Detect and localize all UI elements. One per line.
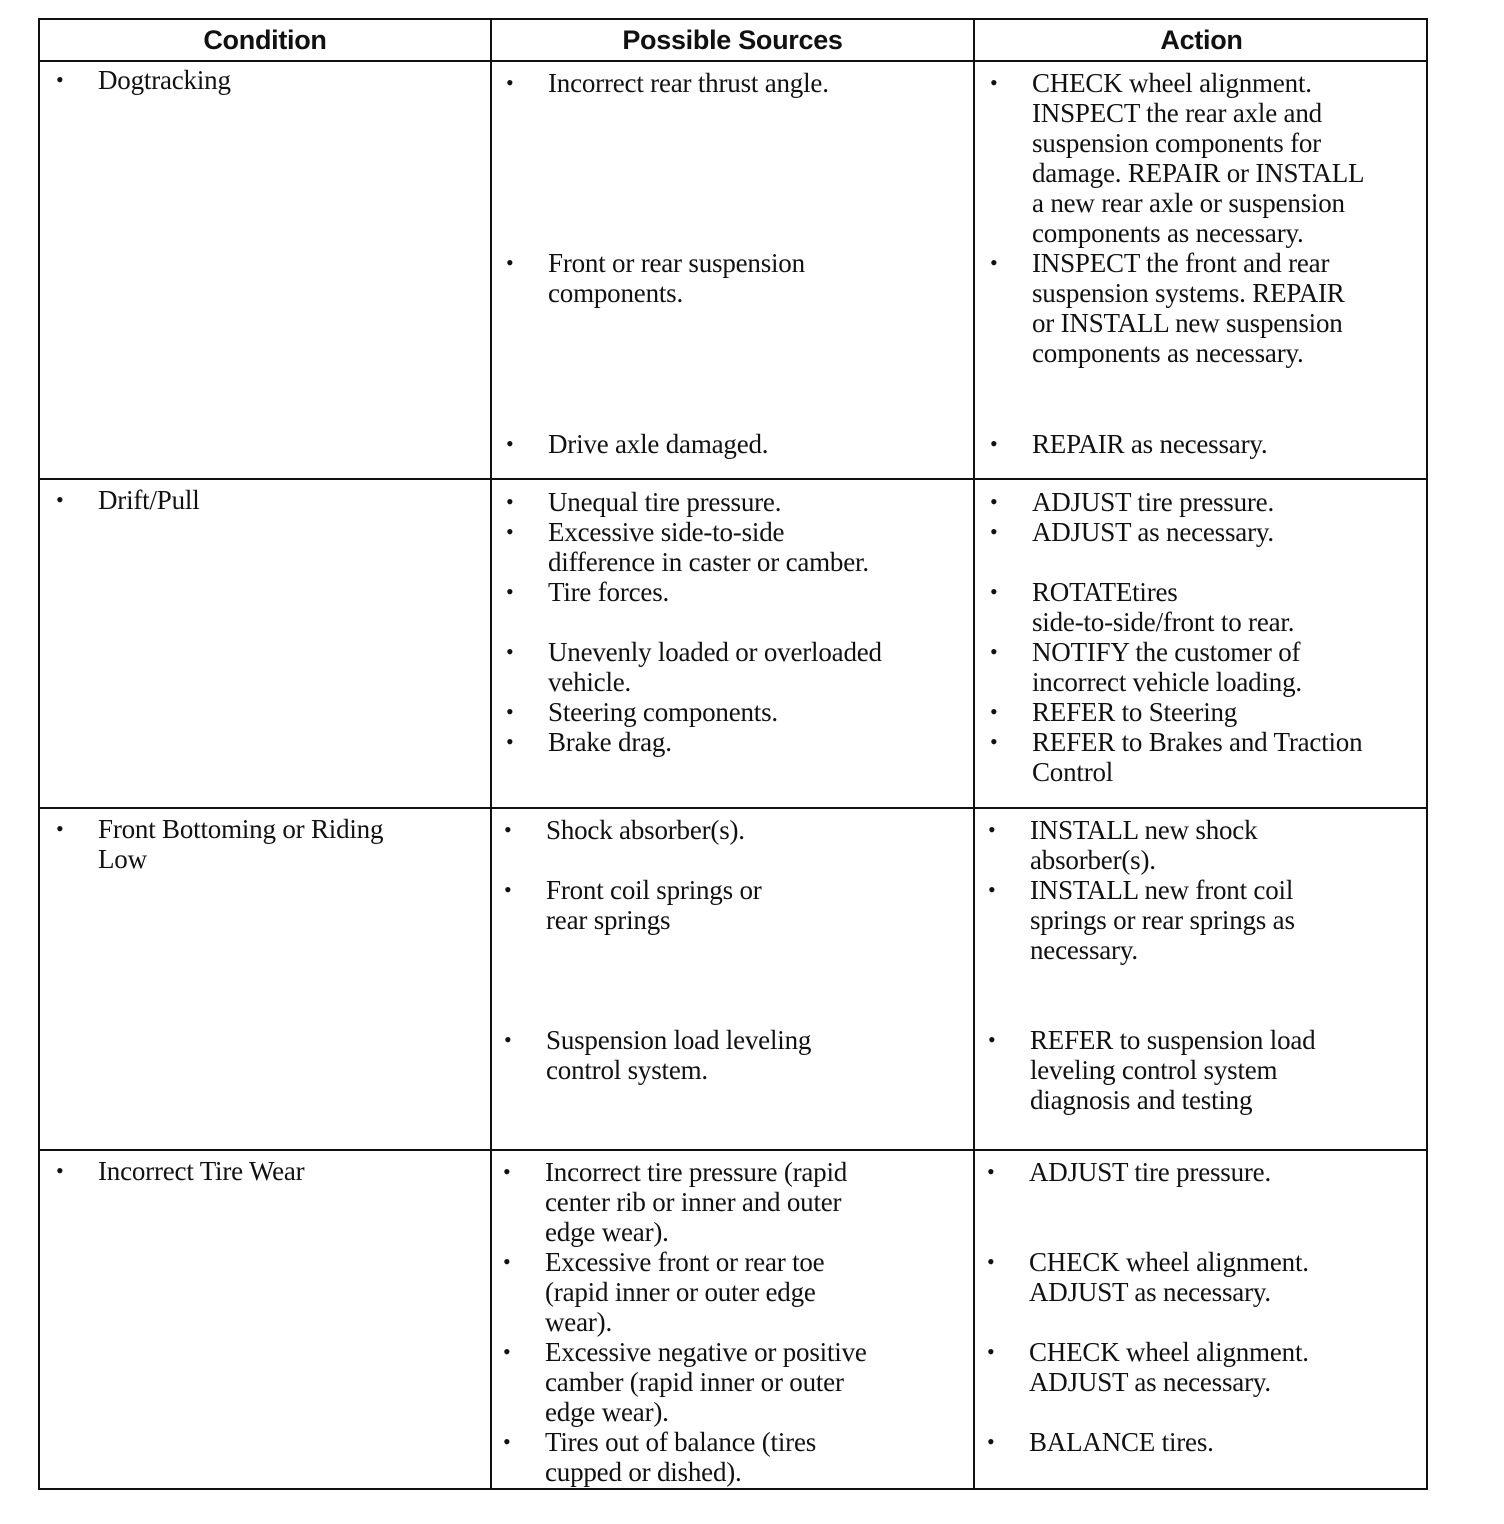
action-text: REFER to Steering (1032, 697, 1238, 727)
bullet-icon: • (503, 1249, 511, 1274)
bullet-icon: • (988, 877, 996, 902)
source-text: Steering components. (548, 697, 778, 727)
bullet-icon: • (990, 70, 998, 95)
header-divider (40, 60, 1426, 62)
source-text: Tires out of balance (tires cupped or dished). (545, 1427, 817, 1487)
header-condition: Condition (203, 24, 327, 55)
header-action: Action (1160, 24, 1243, 55)
bullet-icon: • (506, 729, 514, 754)
source-text: Tire forces. (548, 577, 670, 607)
bullet-icon: • (987, 1249, 995, 1274)
source-text: Brake drag. (548, 727, 672, 757)
column-divider (973, 20, 975, 1488)
bullet-icon: • (504, 877, 512, 902)
actions-cell (988, 815, 1418, 1135)
header-possible-sources: Possible Sources (622, 24, 843, 55)
source-text: Incorrect tire pressure (rapid center rib or inner and outer edge wear). (545, 1157, 848, 1247)
bullet-icon: • (990, 639, 998, 664)
action-text: ADJUST as necessary. (1032, 517, 1274, 547)
action-text: BALANCE tires. (1029, 1427, 1214, 1457)
condition-text: Dogtracking (98, 65, 231, 95)
source-text: Excessive negative or positive camber (rapid inner or outer edge wear). (545, 1337, 867, 1427)
row-divider (40, 807, 1426, 809)
action-text: ADJUST tire pressure. (1032, 487, 1275, 517)
bullet-icon: • (503, 1159, 511, 1184)
actions-cell (987, 1157, 1417, 1477)
source-text: Unequal tire pressure. (548, 487, 782, 517)
sources-cell (506, 68, 961, 468)
bullet-icon: • (987, 1159, 995, 1184)
source-text: Front coil springs or rear springs (546, 875, 762, 935)
source-text: Drive axle damaged. (548, 429, 769, 459)
actions-cell (990, 68, 1420, 468)
bullet-icon: • (987, 1339, 995, 1364)
bullet-icon: • (504, 817, 512, 842)
action-text: REFER to Brakes and Traction Control (1032, 727, 1363, 787)
action-text: REPAIR as necessary. (1032, 429, 1268, 459)
bullet-icon: • (988, 1027, 996, 1052)
bullet-icon: • (506, 431, 514, 456)
action-text: ADJUST tire pressure. (1029, 1157, 1272, 1187)
row-divider (40, 478, 1426, 480)
action-text: CHECK wheel alignment. INSPECT the rear axle and suspension components for damage. REPAIR or INSTALL a new rear axle or suspension components as necessary. (1032, 68, 1365, 248)
action-text: ROTATEtires side-to-side/front to rear. (1032, 577, 1295, 637)
bullet-icon: • (990, 699, 998, 724)
action-text: CHECK wheel alignment. ADJUST as necessary. (1029, 1247, 1309, 1307)
action-text: INSTALL new front coil springs or rear springs as necessary. (1030, 875, 1295, 965)
bullet-icon: • (988, 817, 996, 842)
condition-cell (56, 65, 476, 465)
source-text: Front or rear suspension components. (548, 248, 805, 308)
bullet-icon: • (506, 489, 514, 514)
source-text: Suspension load leveling control system. (546, 1025, 812, 1085)
bullet-icon: • (56, 816, 64, 841)
condition-text: Front Bottoming or Riding Low (98, 814, 384, 874)
source-text: Shock absorber(s). (546, 815, 745, 845)
bullet-icon: • (56, 1158, 64, 1183)
sources-cell (503, 1157, 958, 1487)
bullet-icon: • (506, 250, 514, 275)
column-divider (490, 20, 492, 1488)
bullet-icon: • (506, 70, 514, 95)
actions-cell (990, 487, 1420, 797)
bullet-icon: • (990, 579, 998, 604)
bullet-icon: • (503, 1339, 511, 1364)
bullet-icon: • (506, 519, 514, 544)
bullet-icon: • (506, 699, 514, 724)
bullet-icon: • (990, 250, 998, 275)
action-text: REFER to suspension load leveling control system diagnosis and testing (1030, 1025, 1316, 1115)
bullet-icon: • (990, 729, 998, 754)
bullet-icon: • (56, 67, 64, 92)
source-text: Excessive side-to-side difference in caster or camber. (548, 517, 869, 577)
bullet-icon: • (990, 431, 998, 456)
bullet-icon: • (990, 489, 998, 514)
bullet-icon: • (504, 1027, 512, 1052)
action-text: INSPECT the front and rear suspension systems. REPAIR or INSTALL new suspension components as necessary. (1032, 248, 1345, 368)
condition-text: Drift/Pull (98, 485, 200, 515)
bullet-icon: • (990, 519, 998, 544)
condition-cell (56, 814, 476, 1134)
action-text: NOTIFY the customer of incorrect vehicle loading. (1032, 637, 1302, 697)
condition-cell (56, 485, 476, 795)
source-text: Excessive front or rear toe (rapid inner or outer edge wear). (545, 1247, 825, 1337)
action-text: CHECK wheel alignment. ADJUST as necessary. (1029, 1337, 1309, 1397)
bullet-icon: • (506, 639, 514, 664)
condition-text: Incorrect Tire Wear (98, 1156, 305, 1186)
sources-cell (504, 815, 959, 1135)
bullet-icon: • (506, 579, 514, 604)
source-text: Unevenly loaded or overloaded vehicle. (548, 637, 882, 697)
bullet-icon: • (56, 487, 64, 512)
diagnosis-table (38, 18, 1428, 1490)
condition-cell (56, 1156, 476, 1476)
source-text: Incorrect rear thrust angle. (548, 68, 829, 98)
row-divider (40, 1149, 1426, 1151)
sources-cell (506, 487, 961, 797)
bullet-icon: • (987, 1429, 995, 1454)
action-text: INSTALL new shock absorber(s). (1030, 815, 1258, 875)
bullet-icon: • (503, 1429, 511, 1454)
